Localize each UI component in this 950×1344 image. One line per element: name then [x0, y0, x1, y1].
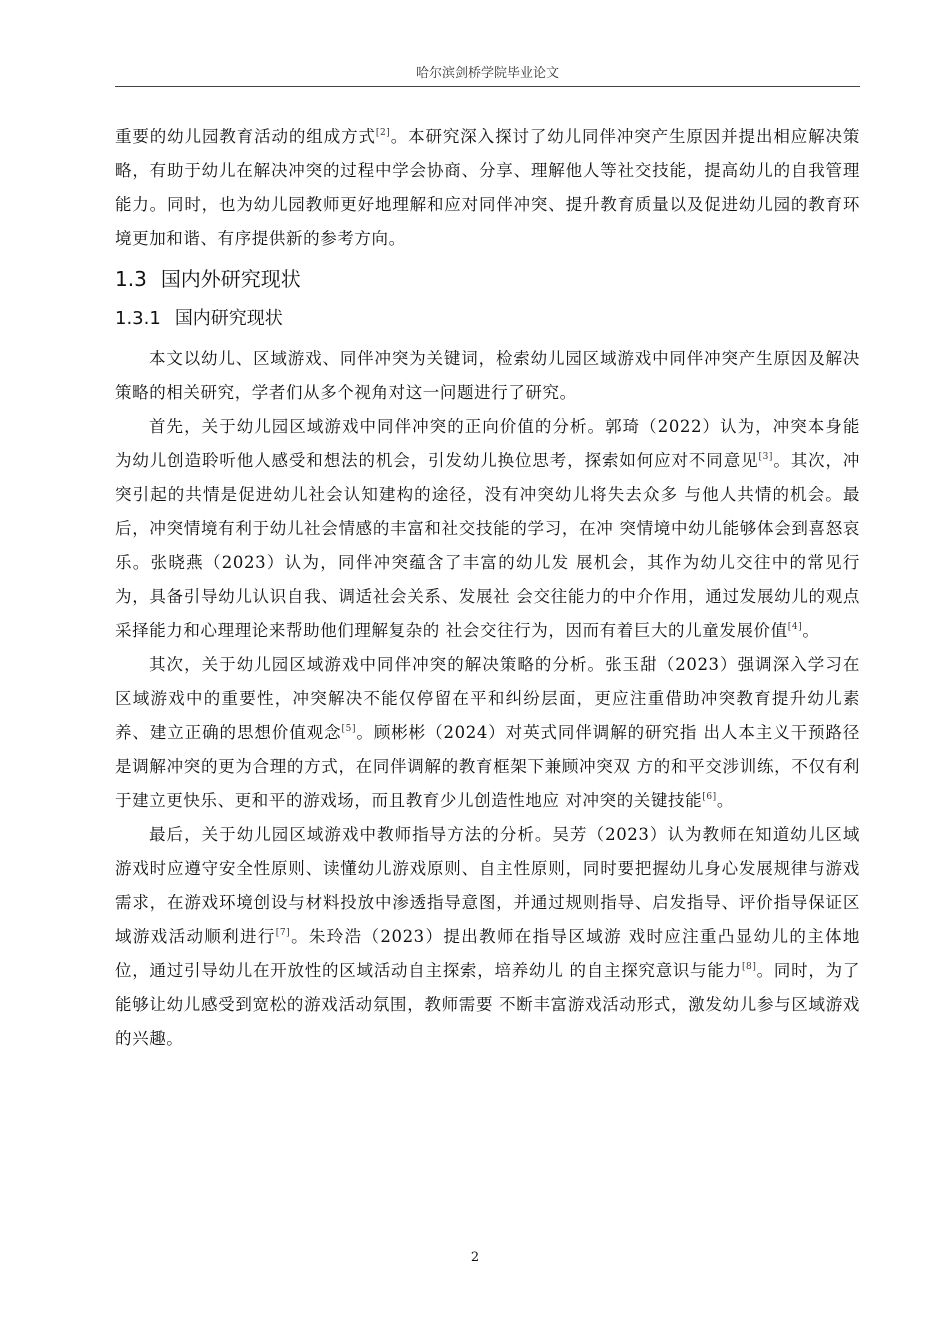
- paragraph-text: 。: [802, 621, 820, 640]
- section-title: 国内外研究现状: [160, 267, 301, 291]
- citation-ref: [3]: [758, 452, 774, 462]
- paragraph-text: 其次，关于幼儿园区域游戏中同伴冲突的解决策略的分析。张玉甜（2023）强调深入学习在区域游戏中的重要性，冲突解决不能仅停留在平和纠纷层面，更应注重借助冲突教育提升幼儿素养、建立正确的思想价值观念: [115, 655, 860, 742]
- paragraph-text: 。其次，冲突引起的共情是促进幼儿社会认知建构的途径，没有冲突幼儿将失去众多 与他人共情的机会。最后，冲突情境有利于幼儿社会情感的丰富和社交技能的学习，在冲 突情境中幼儿能够体会到喜怒哀乐。张晓燕（2023）认为，同伴冲突蕴含了丰富的幼儿发 展机会，其作为幼儿交往中的常见行为，具备引导幼儿认识自我、调适社会关系、发展社 会交往能力的中介作用，通过发展幼儿的观点采择能力和心理理论来帮助他们理解复杂的 社会交往行为，因而有着巨大的儿童发展价值: [115, 451, 861, 640]
- paragraph-text: 首先，关于幼儿园区域游戏中同伴冲突的正向价值的分析。郭琦（2022）认为，冲突本身能为幼儿创造聆听他人感受和想法的机会，引发幼儿换位思考，探索如何应对不同意见: [115, 417, 860, 470]
- citation-ref: [6]: [702, 792, 717, 802]
- paragraph-text: 重要的幼儿园教育活动的组成方式: [115, 127, 376, 146]
- subsection-title: 国内研究现状: [174, 308, 283, 329]
- subsection-heading: [115, 302, 860, 336]
- citation-ref: [5]: [341, 724, 357, 734]
- paragraph-text: 。本研究深入探讨了幼儿同伴冲突产生原因并提出相应解决策略，有助于幼儿在解决冲突的过程中学会协商、分享、理解他人等社交技能，提高幼儿的自我管理能力。同时，也为幼儿园教师更好地理解和应对同伴冲突、提升教育质量以及促进幼儿园的教育环境更加和谐、有序提供新的参考方向。: [115, 127, 861, 248]
- subsection-number: 1.3.1: [115, 308, 161, 329]
- section-number: 1.3: [115, 267, 147, 291]
- citation-ref: [8]: [741, 962, 757, 972]
- paragraph-text: 。: [716, 791, 734, 810]
- header-divider: [115, 86, 860, 87]
- citation-ref: [4]: [787, 622, 803, 632]
- paragraph-intro: [115, 120, 860, 256]
- body-content: [115, 120, 860, 1056]
- paragraph-strategies: [115, 648, 860, 818]
- citation-ref: [7]: [275, 928, 291, 938]
- running-header: 哈尔滨剑桥学院毕业论文: [415, 66, 559, 81]
- paragraph-text: 本文以幼儿、区域游戏、同伴冲突为关键词，检索幼儿园区域游戏中同伴冲突产生原因及解决策略的相关研究，学者们从多个视角对这一问题进行了研究。: [115, 349, 860, 402]
- paragraph-text: 最后，关于幼儿园区域游戏中教师指导方法的分析。吴芳（2023）认为教师在知道幼儿区域游戏时应遵守安全性原则、读懂幼儿游戏原则、自主性原则，同时要把握幼儿身心发展规律与游戏需求，在游戏环境创设与材料投放中渗透指导意图，并通过规则指导、启发指导、评价指导保证区域游戏活动顺利进行: [115, 825, 860, 946]
- paragraph-keywords: [115, 342, 860, 410]
- paragraph-teacher-guidance: [115, 818, 860, 1056]
- citation-ref: [2]: [375, 128, 391, 138]
- paragraph-text: 。同时，为了能够让幼儿感受到宽松的游戏活动氛围，教师需要 不断丰富游戏活动形式，激发幼儿参与区域游戏的兴趣。: [115, 961, 860, 1048]
- paragraph-text: 。顾彬彬（2024）对英式同伴调解的研究指 出人本主义干预路径是调解冲突的更为合理的方式，在同伴调解的教育框架下兼顾冲突双 方的和平交涉训练，不仅有利于建立更快乐、更和平的游戏场，而且教育少儿创造性地应 对冲突的关键技能: [115, 723, 860, 810]
- page-number: 2: [470, 1250, 480, 1265]
- section-heading: [115, 262, 860, 296]
- paragraph-text: 。朱玲浩（2023）提出教师在指导区域游 戏时应注重凸显幼儿的主体地位，通过引导幼儿在开放性的区域活动自主探索，培养幼儿 的自主探究意识与能力: [115, 927, 861, 980]
- paragraph-positive-value: [115, 410, 860, 648]
